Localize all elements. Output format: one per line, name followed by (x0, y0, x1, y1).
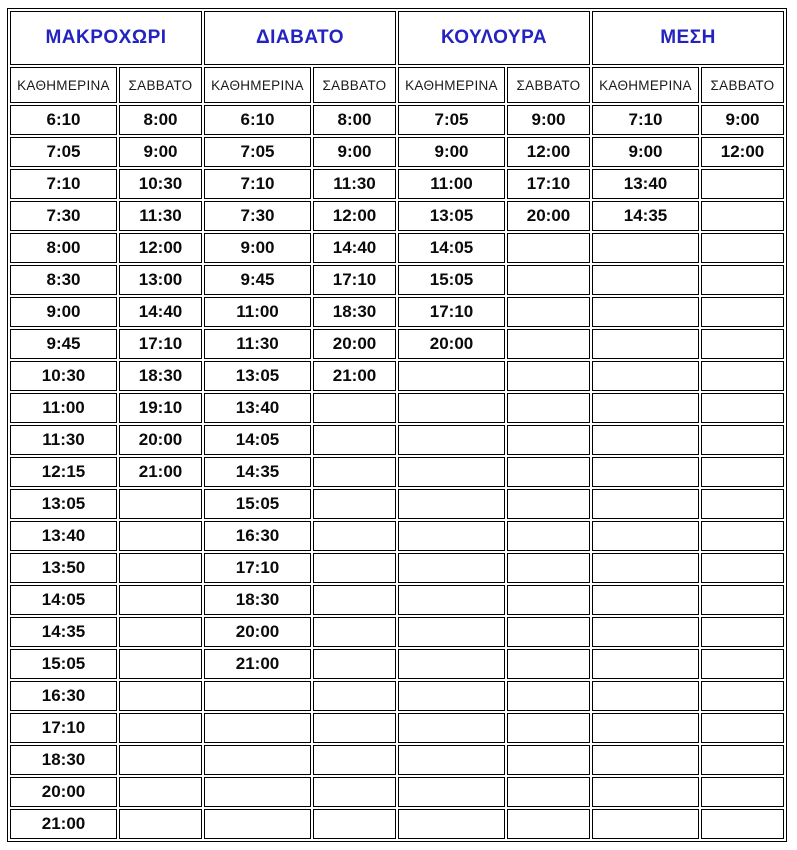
time-cell-1-weekday: 14:35 (204, 457, 311, 487)
time-cell-1-saturday: 14:40 (313, 233, 396, 263)
timetable-row (10, 105, 784, 135)
time-cell-2-weekday (398, 425, 505, 455)
timetable-row (10, 777, 784, 807)
time-cell-0-saturday: 20:00 (119, 425, 202, 455)
time-cell-0-weekday: 7:10 (10, 169, 117, 199)
time-cell-3-weekday: 7:10 (592, 105, 699, 135)
timetable-row (10, 329, 784, 359)
timetable-row (10, 233, 784, 263)
time-cell-0-saturday (119, 649, 202, 679)
time-cell-0-weekday: 7:30 (10, 201, 117, 231)
day-header-saturday-makrochori: ΣΑΒΒΑΤΟ (119, 67, 202, 103)
time-cell-2-saturday: 20:00 (507, 201, 590, 231)
time-cell-2-saturday (507, 585, 590, 615)
time-cell-0-weekday: 17:10 (10, 713, 117, 743)
time-cell-2-weekday (398, 777, 505, 807)
time-cell-1-weekday: 14:05 (204, 425, 311, 455)
time-cell-3-weekday (592, 489, 699, 519)
time-cell-0-saturday (119, 713, 202, 743)
time-cell-1-weekday: 9:45 (204, 265, 311, 295)
time-cell-2-saturday (507, 297, 590, 327)
time-cell-1-saturday (313, 553, 396, 583)
time-cell-2-weekday (398, 585, 505, 615)
time-cell-2-saturday (507, 777, 590, 807)
time-cell-3-weekday (592, 649, 699, 679)
time-cell-1-saturday: 17:10 (313, 265, 396, 295)
day-header-saturday-kouloura: ΣΑΒΒΑΤΟ (507, 67, 590, 103)
time-cell-3-saturday (701, 425, 784, 455)
time-cell-3-weekday (592, 745, 699, 775)
time-cell-1-weekday: 20:00 (204, 617, 311, 647)
time-cell-3-saturday (701, 617, 784, 647)
timetable-body (10, 105, 784, 839)
time-cell-3-weekday (592, 329, 699, 359)
time-cell-2-saturday (507, 489, 590, 519)
time-cell-3-saturday (701, 681, 784, 711)
time-cell-0-weekday: 18:30 (10, 745, 117, 775)
time-cell-2-saturday (507, 425, 590, 455)
route-header-row (10, 11, 784, 65)
time-cell-0-saturday (119, 585, 202, 615)
time-cell-2-weekday (398, 617, 505, 647)
time-cell-1-weekday: 11:00 (204, 297, 311, 327)
time-cell-2-saturday: 9:00 (507, 105, 590, 135)
time-cell-2-saturday (507, 681, 590, 711)
time-cell-2-saturday: 17:10 (507, 169, 590, 199)
timetable-row (10, 393, 784, 423)
time-cell-0-saturday (119, 809, 202, 839)
time-cell-2-saturday (507, 329, 590, 359)
time-cell-1-weekday: 7:10 (204, 169, 311, 199)
time-cell-2-weekday (398, 745, 505, 775)
day-header-weekday-diavato: ΚΑΘΗΜΕΡΙΝΑ (204, 67, 311, 103)
timetable-row (10, 425, 784, 455)
timetable-row (10, 713, 784, 743)
time-cell-1-saturday (313, 809, 396, 839)
time-cell-3-weekday (592, 393, 699, 423)
time-cell-3-saturday: 12:00 (701, 137, 784, 167)
time-cell-0-weekday: 13:05 (10, 489, 117, 519)
time-cell-2-weekday: 7:05 (398, 105, 505, 135)
timetable-row (10, 361, 784, 391)
time-cell-2-weekday: 15:05 (398, 265, 505, 295)
time-cell-3-weekday (592, 681, 699, 711)
time-cell-0-weekday: 13:40 (10, 521, 117, 551)
time-cell-3-saturday (701, 649, 784, 679)
time-cell-1-saturday: 8:00 (313, 105, 396, 135)
time-cell-2-saturday (507, 617, 590, 647)
time-cell-2-weekday: 17:10 (398, 297, 505, 327)
time-cell-1-weekday: 15:05 (204, 489, 311, 519)
time-cell-3-weekday (592, 585, 699, 615)
time-cell-3-weekday (592, 361, 699, 391)
time-cell-0-saturday: 19:10 (119, 393, 202, 423)
time-cell-0-saturday: 14:40 (119, 297, 202, 327)
time-cell-1-weekday: 18:30 (204, 585, 311, 615)
time-cell-0-saturday (119, 553, 202, 583)
time-cell-2-saturday (507, 809, 590, 839)
time-cell-0-weekday: 13:50 (10, 553, 117, 583)
day-header-weekday-kouloura: ΚΑΘΗΜΕΡΙΝΑ (398, 67, 505, 103)
day-header-saturday-diavato: ΣΑΒΒΑΤΟ (313, 67, 396, 103)
time-cell-3-weekday (592, 777, 699, 807)
time-cell-3-weekday (592, 457, 699, 487)
time-cell-1-weekday (204, 713, 311, 743)
time-cell-0-weekday: 9:45 (10, 329, 117, 359)
time-cell-0-weekday: 10:30 (10, 361, 117, 391)
time-cell-3-saturday (701, 585, 784, 615)
time-cell-3-saturday (701, 265, 784, 295)
time-cell-1-weekday: 13:40 (204, 393, 311, 423)
timetable-row (10, 553, 784, 583)
time-cell-2-saturday (507, 265, 590, 295)
time-cell-0-saturday (119, 521, 202, 551)
time-cell-0-weekday: 7:05 (10, 137, 117, 167)
time-cell-3-saturday (701, 297, 784, 327)
time-cell-2-weekday (398, 489, 505, 519)
time-cell-2-weekday: 14:05 (398, 233, 505, 263)
time-cell-1-saturday (313, 649, 396, 679)
time-cell-1-saturday (313, 393, 396, 423)
time-cell-1-saturday (313, 457, 396, 487)
time-cell-0-weekday: 9:00 (10, 297, 117, 327)
time-cell-1-saturday (313, 777, 396, 807)
time-cell-1-saturday: 21:00 (313, 361, 396, 391)
time-cell-3-saturday (701, 169, 784, 199)
route-header-makrochori: ΜΑΚΡΟΧΩΡΙ (10, 11, 202, 65)
time-cell-2-saturday (507, 649, 590, 679)
time-cell-0-saturday: 12:00 (119, 233, 202, 263)
time-cell-0-weekday: 8:00 (10, 233, 117, 263)
time-cell-0-weekday: 20:00 (10, 777, 117, 807)
time-cell-0-weekday: 15:05 (10, 649, 117, 679)
time-cell-1-saturday (313, 489, 396, 519)
time-cell-3-weekday (592, 617, 699, 647)
time-cell-3-weekday: 9:00 (592, 137, 699, 167)
time-cell-1-saturday: 9:00 (313, 137, 396, 167)
timetable-row (10, 201, 784, 231)
time-cell-0-saturday (119, 617, 202, 647)
time-cell-2-weekday (398, 649, 505, 679)
timetable-row (10, 137, 784, 167)
timetable-row (10, 809, 784, 839)
time-cell-0-weekday: 14:35 (10, 617, 117, 647)
time-cell-2-saturday (507, 457, 590, 487)
time-cell-3-weekday: 13:40 (592, 169, 699, 199)
route-header-mesi: ΜΕΣΗ (592, 11, 784, 65)
timetable-row (10, 649, 784, 679)
time-cell-2-weekday (398, 457, 505, 487)
time-cell-3-weekday (592, 233, 699, 263)
time-cell-3-saturday (701, 521, 784, 551)
timetable-row (10, 457, 784, 487)
time-cell-1-weekday: 16:30 (204, 521, 311, 551)
time-cell-3-saturday (701, 713, 784, 743)
time-cell-3-saturday (701, 457, 784, 487)
time-cell-1-saturday (313, 713, 396, 743)
time-cell-1-saturday (313, 585, 396, 615)
day-header-weekday-mesi: ΚΑΘΗΜΕΡΙΝΑ (592, 67, 699, 103)
time-cell-0-weekday: 12:15 (10, 457, 117, 487)
time-cell-2-saturday: 12:00 (507, 137, 590, 167)
time-cell-0-saturday: 9:00 (119, 137, 202, 167)
time-cell-1-weekday: 11:30 (204, 329, 311, 359)
day-header-weekday-makrochori: ΚΑΘΗΜΕΡΙΝΑ (10, 67, 117, 103)
time-cell-0-saturday: 13:00 (119, 265, 202, 295)
time-cell-3-weekday (592, 297, 699, 327)
time-cell-0-saturday (119, 777, 202, 807)
time-cell-1-saturday: 11:30 (313, 169, 396, 199)
time-cell-3-weekday: 14:35 (592, 201, 699, 231)
time-cell-2-saturday (507, 553, 590, 583)
time-cell-1-saturday (313, 617, 396, 647)
time-cell-1-weekday (204, 809, 311, 839)
time-cell-3-weekday (592, 809, 699, 839)
time-cell-2-weekday: 9:00 (398, 137, 505, 167)
time-cell-3-saturday (701, 809, 784, 839)
time-cell-1-weekday: 7:30 (204, 201, 311, 231)
time-cell-0-weekday: 8:30 (10, 265, 117, 295)
time-cell-3-saturday (701, 233, 784, 263)
time-cell-2-weekday (398, 553, 505, 583)
time-cell-2-weekday (398, 521, 505, 551)
time-cell-1-weekday: 21:00 (204, 649, 311, 679)
time-cell-1-weekday: 17:10 (204, 553, 311, 583)
time-cell-2-weekday: 11:00 (398, 169, 505, 199)
bus-timetable (7, 8, 787, 842)
time-cell-1-weekday: 9:00 (204, 233, 311, 263)
route-header-diavato: ΔΙΑΒΑΤΟ (204, 11, 396, 65)
time-cell-0-weekday: 11:30 (10, 425, 117, 455)
time-cell-0-saturday (119, 745, 202, 775)
time-cell-0-saturday (119, 489, 202, 519)
day-header-saturday-mesi: ΣΑΒΒΑΤΟ (701, 67, 784, 103)
time-cell-3-saturday (701, 361, 784, 391)
timetable-row (10, 169, 784, 199)
time-cell-0-saturday (119, 681, 202, 711)
time-cell-1-weekday (204, 681, 311, 711)
day-header-row (10, 67, 784, 103)
time-cell-2-saturday (507, 361, 590, 391)
time-cell-2-saturday (507, 713, 590, 743)
time-cell-1-weekday: 7:05 (204, 137, 311, 167)
time-cell-3-weekday (592, 553, 699, 583)
time-cell-1-weekday (204, 777, 311, 807)
time-cell-2-weekday (398, 713, 505, 743)
time-cell-3-saturday (701, 553, 784, 583)
time-cell-2-weekday (398, 681, 505, 711)
time-cell-3-saturday (701, 329, 784, 359)
time-cell-3-weekday (592, 713, 699, 743)
time-cell-3-saturday: 9:00 (701, 105, 784, 135)
timetable-row (10, 617, 784, 647)
route-header-kouloura: ΚΟΥΛΟΥΡΑ (398, 11, 590, 65)
time-cell-1-saturday (313, 745, 396, 775)
time-cell-0-saturday: 18:30 (119, 361, 202, 391)
time-cell-2-weekday (398, 361, 505, 391)
time-cell-0-saturday: 17:10 (119, 329, 202, 359)
time-cell-1-saturday (313, 521, 396, 551)
time-cell-3-saturday (701, 201, 784, 231)
time-cell-1-saturday: 18:30 (313, 297, 396, 327)
time-cell-2-saturday (507, 745, 590, 775)
time-cell-0-saturday: 10:30 (119, 169, 202, 199)
time-cell-0-weekday: 14:05 (10, 585, 117, 615)
timetable-row (10, 681, 784, 711)
time-cell-3-saturday (701, 489, 784, 519)
timetable-row (10, 265, 784, 295)
time-cell-3-saturday (701, 745, 784, 775)
time-cell-1-saturday (313, 425, 396, 455)
time-cell-1-saturday: 12:00 (313, 201, 396, 231)
time-cell-1-weekday: 13:05 (204, 361, 311, 391)
time-cell-0-saturday: 8:00 (119, 105, 202, 135)
time-cell-2-saturday (507, 233, 590, 263)
time-cell-2-saturday (507, 393, 590, 423)
time-cell-2-weekday (398, 393, 505, 423)
time-cell-1-weekday (204, 745, 311, 775)
time-cell-0-saturday: 11:30 (119, 201, 202, 231)
time-cell-1-saturday (313, 681, 396, 711)
time-cell-3-weekday (592, 521, 699, 551)
timetable-row (10, 489, 784, 519)
time-cell-2-weekday (398, 809, 505, 839)
timetable-row (10, 297, 784, 327)
timetable-row (10, 521, 784, 551)
time-cell-0-weekday: 21:00 (10, 809, 117, 839)
time-cell-3-saturday (701, 393, 784, 423)
time-cell-3-weekday (592, 425, 699, 455)
time-cell-0-weekday: 11:00 (10, 393, 117, 423)
timetable-row (10, 585, 784, 615)
time-cell-3-saturday (701, 777, 784, 807)
time-cell-3-weekday (592, 265, 699, 295)
time-cell-0-weekday: 16:30 (10, 681, 117, 711)
timetable-row (10, 745, 784, 775)
time-cell-1-saturday: 20:00 (313, 329, 396, 359)
time-cell-0-saturday: 21:00 (119, 457, 202, 487)
time-cell-2-weekday: 20:00 (398, 329, 505, 359)
time-cell-0-weekday: 6:10 (10, 105, 117, 135)
time-cell-1-weekday: 6:10 (204, 105, 311, 135)
time-cell-2-weekday: 13:05 (398, 201, 505, 231)
time-cell-2-saturday (507, 521, 590, 551)
